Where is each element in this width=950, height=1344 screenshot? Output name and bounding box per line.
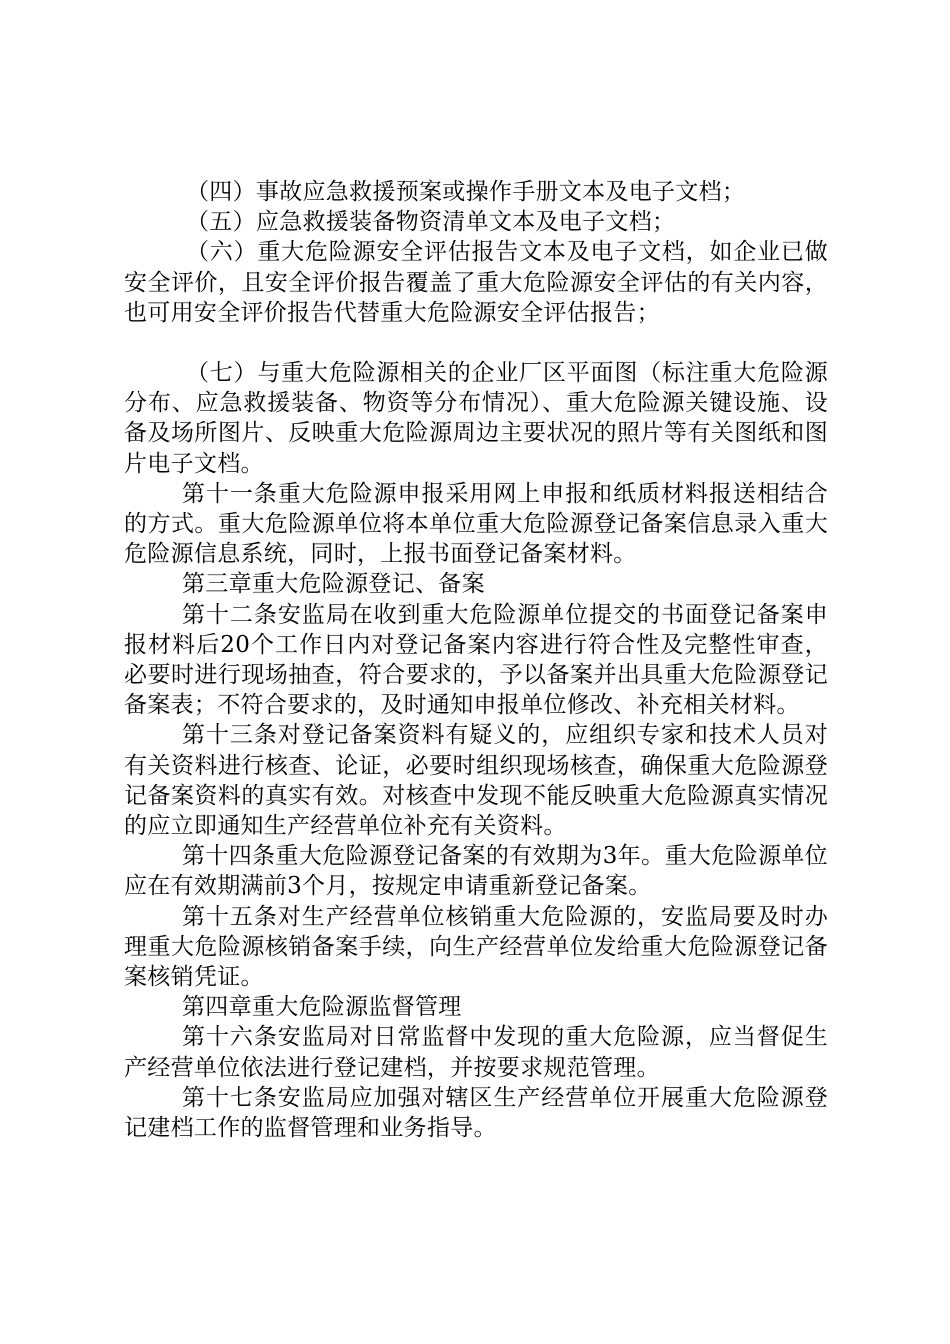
article-sixteen: 第十六条安监局对日常监督中发现的重大危险源，应当督促生产经营单位依法进行登记建档，并按要求规范管理。 <box>124 1024 828 1081</box>
article-eleven: 第十一条重大危险源申报采用网上申报和纸质材料报送相结合的方式。重大危险源单位将本单位重大危险源登记备案信息录入重大危险源信息系统，同时，上报书面登记备案材料。 <box>124 480 828 568</box>
document-body <box>124 177 828 1143</box>
article-twelve: 第十二条安监局在收到重大危险源单位提交的书面登记备案申报材料后20个工作日内对登记备案内容进行符合性及完整性审查，必要时进行现场抽查，符合要求的，予以备案并出具重大危险源登记备案表；不符合要求的，及时通知申报单位修改、补充相关材料。 <box>124 601 828 719</box>
paragraph-gap <box>124 328 828 358</box>
article-seventeen: 第十七条安监局应加强对辖区生产经营单位开展重大危险源登记建档工作的监督管理和业务指导。 <box>124 1084 828 1142</box>
chapter-four-heading: 第四章重大危险源监督管理 <box>182 994 462 1021</box>
article-fifteen: 第十五条对生产经营单位核销重大危险源的，安监局要及时办理重大危险源核销备案手续，向生产经营单位发给重大危险源登记备案核销凭证。 <box>124 903 828 991</box>
list-item-five: （五）应急救援装备物资清单文本及电子文档； <box>186 209 676 236</box>
article-fourteen: 第十四条重大危险源登记备案的有效期为3年。重大危险源单位应在有效期满前3个月，按规定申请重新登记备案。 <box>124 843 828 900</box>
list-item-six: （六）重大危险源安全评估报告文本及电子文档，如企业已做安全评价，且安全评价报告覆盖了重大危险源安全评估的有关内容，也可用安全评价报告代替重大危险源安全评估报告； <box>124 239 828 326</box>
article-thirteen: 第十三条对登记备案资料有疑义的，应组织专家和技术人员对有关资料进行核查、论证，必要时组织现场核查，确保重大危险源登记备案资料的真实有效。对核查中发现不能反映重大危险源真实情况的应立即通知生产经营单位补充有关资料。 <box>124 722 828 840</box>
chapter-three-heading: 第三章重大危险源登记、备案 <box>182 571 485 598</box>
list-item-seven: （七）与重大危险源相关的企业厂区平面图（标注重大危险源分布、应急救援装备、物资等分布情况）、重大危险源关键设施、设备及场所图片、反映重大危险源周边主要状况的照片等有关图纸和图片电子文档。 <box>124 360 828 477</box>
list-item-four: （四）事故应急救援预案或操作手册文本及电子文档； <box>186 179 746 205</box>
